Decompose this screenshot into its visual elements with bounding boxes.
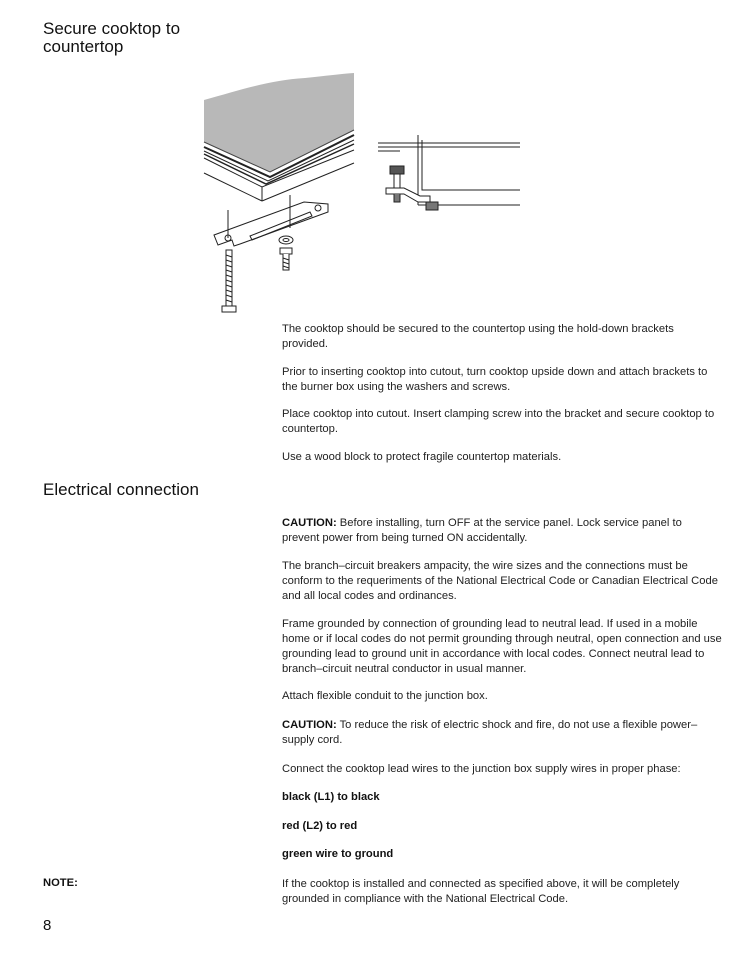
paragraph-flexible-conduit: Attach flexible conduit to the junction box. — [282, 690, 488, 702]
caution-text: To reduce the risk of electric shock and fire, do not use a flexible power–supply cord. — [282, 719, 698, 746]
section-heading-secure-line2: countertop — [43, 37, 124, 56]
caution-service-panel — [282, 516, 722, 546]
paragraph-frame-grounded: Frame grounded by connection of grounding lead to neutral lead. If used in a mobile home or if local codes do not permit grounding through neutral, open connection and use grounding lead to ground unit in accordance with local codes. Connect neutral lead to branch–circuit neutral conductor in usual manner. — [282, 618, 722, 675]
wire-instruction-green: green wire to ground — [282, 848, 394, 860]
paragraph-hold-down-brackets: The cooktop should be secured to the countertop using the hold-down brackets provided. — [282, 323, 674, 350]
paragraph-connect-wires: Connect the cooktop lead wires to the junction box supply wires in proper phase: — [282, 763, 681, 775]
installation-illustration — [200, 70, 520, 315]
cooktop-corner-drawing — [204, 73, 354, 312]
paragraph-branch-circuit: The branch–circuit breakers ampacity, the wire sizes and the connections must be conform to the requeriments of the National Electrical Code or Canadian Electrical Code and all local codes and ordinances. — [282, 560, 718, 602]
paragraph-attach-brackets: Prior to inserting cooktop into cutout, turn cooktop upside down and attach brackets to the burner box using the washers and screws. — [282, 366, 708, 393]
side-view-drawing — [378, 135, 520, 210]
paragraph-wood-block: Use a wood block to protect fragile countertop materials. — [282, 451, 562, 463]
caution-label: CAUTION: — [282, 517, 337, 529]
wire-instruction-red: red (L2) to red — [282, 820, 358, 832]
section-heading-secure-line1: Secure cooktop to — [43, 19, 181, 38]
caution-power-cord — [282, 718, 722, 748]
section-heading-electrical: Electrical connection — [43, 480, 199, 499]
wire-instruction-black: black (L1) to black — [282, 791, 380, 803]
note-label: NOTE: — [43, 877, 78, 889]
caution-text: Before installing, turn OFF at the service panel. Lock service panel to prevent power from being turned ON accidentally. — [282, 517, 682, 544]
caution-label: CAUTION: — [282, 719, 337, 731]
page-number: 8 — [43, 917, 52, 934]
paragraph-place-cooktop: Place cooktop into cutout. Insert clamping screw into the bracket and secure cooktop to countertop. — [282, 408, 715, 435]
note-text: If the cooktop is installed and connected as specified above, it will be completely grounded in compliance with the National Electrical Code. — [282, 878, 680, 905]
